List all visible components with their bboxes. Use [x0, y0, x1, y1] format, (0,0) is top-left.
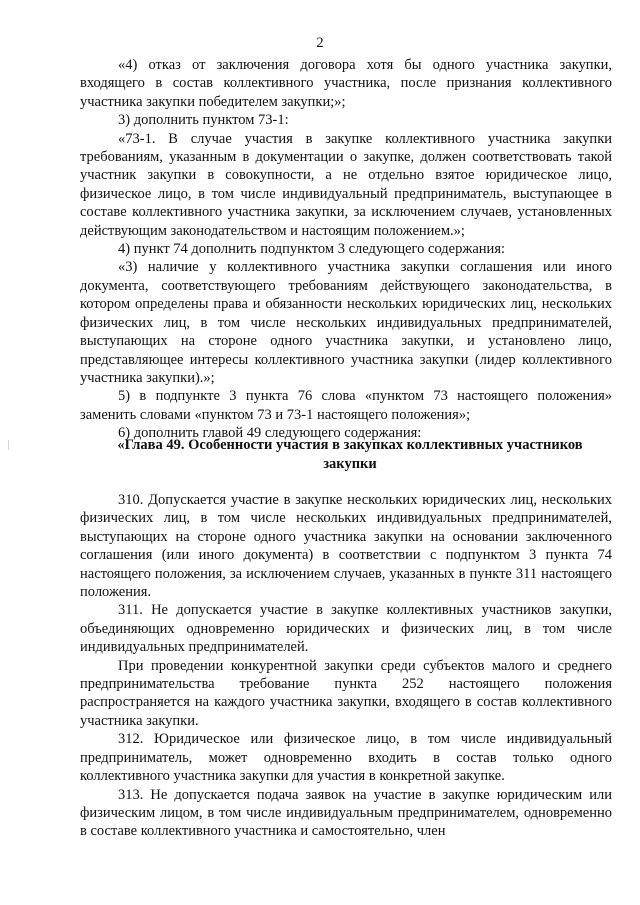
paragraph: 310. Допускается участие в закупке нескольких юридических лиц, нескольких физических лиц, в том числе нескольких индивидуальных предпринимателей, выступающих на стороне одного участника закупки на основании заключенного соглашения (или иного документа) в соответствии с подпунктом 3 пункта 74 настоящего положения, за исключением случаев, указанных в пункте 311 настоящего положения. — [80, 492, 612, 601]
page-number: 2 — [316, 35, 324, 51]
paragraph: 313. Не допускается подача заявок на участие в закупке юридическим или физическим лицом, в том числе индивидуальным предпринимателем, одновременно в составе коллективного участника и самостоятельно, член — [80, 786, 612, 840]
text-block-after-heading — [80, 491, 612, 841]
paragraph: «73-1. В случае участия в закупке коллективного участника закупки требованиям, указанным в документации о закупке, должен соответствовать такой участник закупки в совокупности, а не отдельно взятое юридическое лицо, физическое лицо, в том числе индивидуальный предприниматель, выступающее в составе коллективного участника закупки, за исключением случаев, установленных действующим законодательством и настоящим положением.»; — [80, 130, 612, 239]
paragraph: 3) дополнить пунктом 73-1: — [118, 112, 289, 129]
paragraph: 312. Юридическое или физическое лицо, в том числе индивидуальный предприниматель, может одновременно входить в состав только одного коллективного участника закупки для участия в конкретной закупке. — [80, 731, 612, 785]
paragraph: 5) в подпункте 3 пункта 76 слова «пунктом 73 настоящего положения» заменить словами «пунктом 73 и 73-1 настоящего положения»; — [80, 388, 612, 423]
paragraph: «4) отказ от заключения договора хотя бы одного участника закупки, входящего в состав коллективного участника, после признания коллективного участника закупки победителем закупки;»; — [80, 57, 612, 110]
scan-artifact — [8, 440, 9, 450]
paragraph: 311. Не допускается участие в закупке коллективных участников закупки, объединяющих одновременно юридических и физических лиц, в том числе индивидуальных предпринимателей. — [80, 602, 612, 656]
paragraph: При проведении конкурентной закупки среди субъектов малого и среднего предпринимательства требование пункта 252 настоящего положения распространяется на каждого участника закупки, входящего в состав коллективного участника закупки. — [80, 657, 612, 729]
paragraph: 6) дополнить главой 49 следующего содержания: — [118, 425, 422, 442]
paragraph: «3) наличие у коллективного участника закупки соглашения или иного документа, соответствующего требованиям действующего законодательства, в котором определены права и обязанности нескольких юридических лиц, нескольких физических лиц, в том числе нескольких индивидуальных предпринимателей, выступающих на стороне одного участника закупки, и установлено лицо, представляющее интересы коллективного участника закупки (лидер коллективного участника закупки).»; — [80, 259, 612, 386]
chapter-heading: «Глава 49. Особенности участия в закупках коллективных участников закупки — [117, 437, 583, 472]
paragraph: 4) пункт 74 дополнить подпунктом 3 следующего содержания: — [118, 241, 506, 258]
text-block-before-heading — [80, 56, 612, 443]
